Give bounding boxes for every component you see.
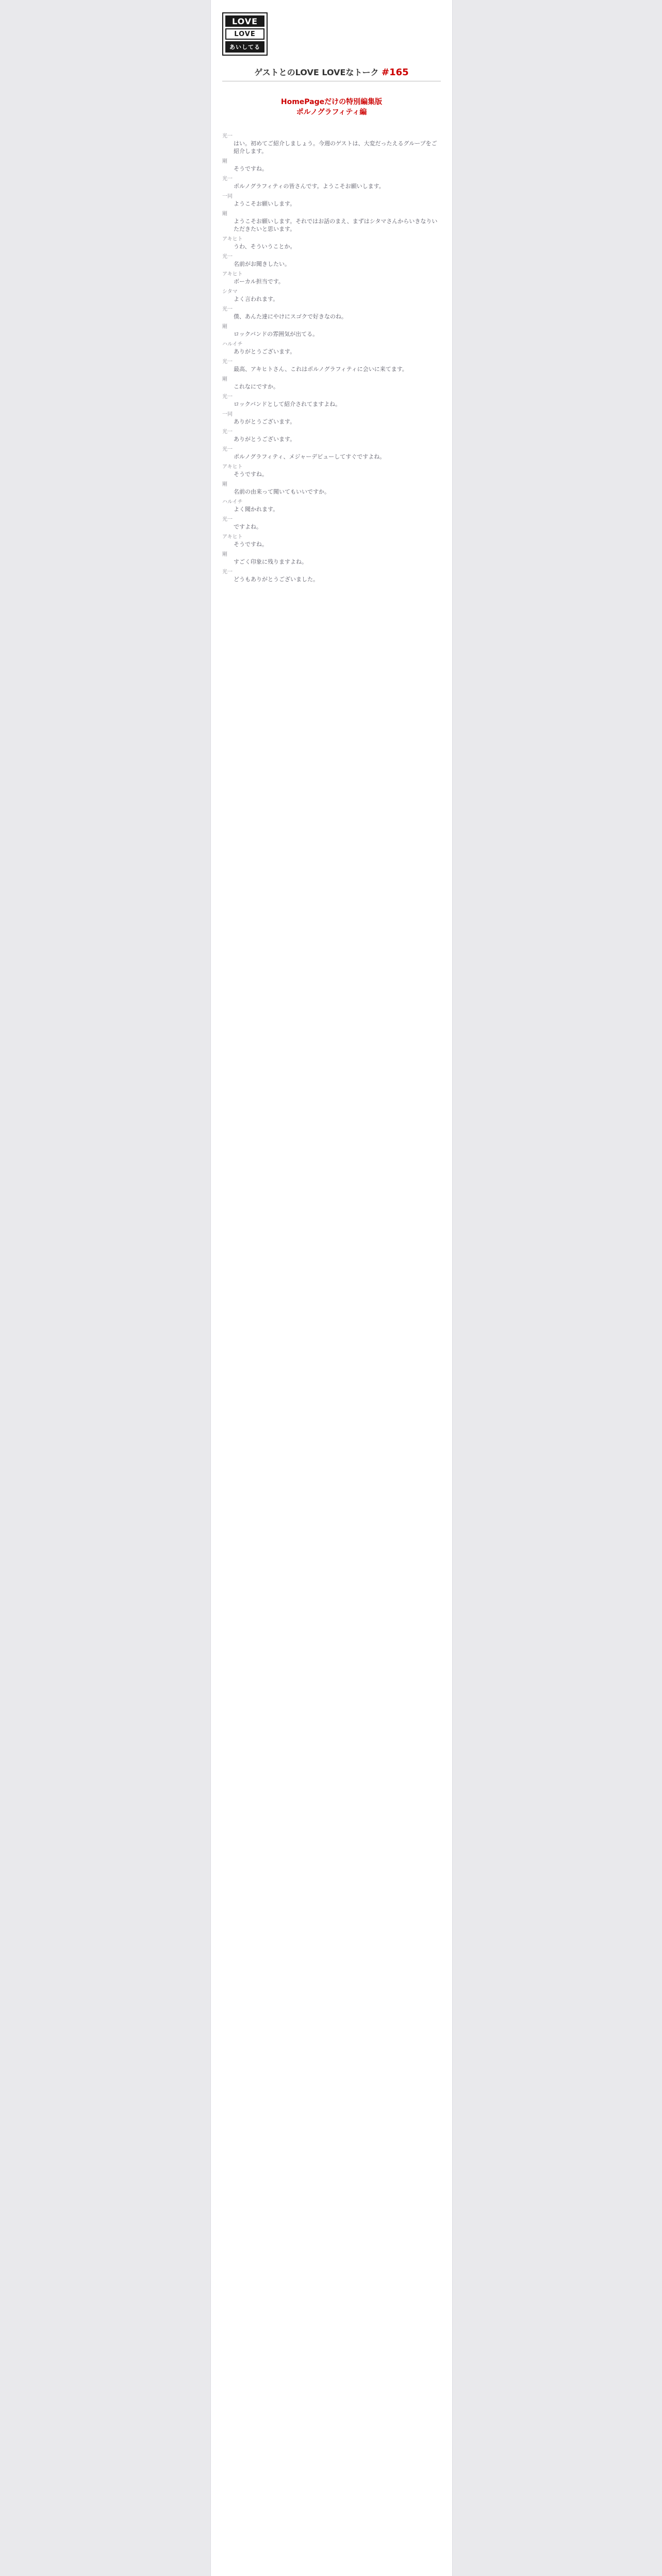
talk-entry xyxy=(222,359,441,373)
talk-entry xyxy=(222,376,441,391)
speech-text: ようこそお願いします。 xyxy=(234,200,296,207)
title-prefix: ゲストとのLOVE LOVEなトーク xyxy=(254,67,382,77)
speech-text: ポルノグラフィティの皆さんです。ようこそお願いします。 xyxy=(234,183,385,190)
speaker-name: 一同 xyxy=(222,194,233,199)
talk-entry xyxy=(222,306,441,320)
speaker-name: 光一 xyxy=(222,133,233,139)
talk-entry xyxy=(222,211,441,233)
logo-line-2: LOVE xyxy=(225,28,264,40)
speech-text: はい。初めてご紹介しましょう。今週のゲストは、大変だったえるグループをご紹介します。 xyxy=(234,140,437,155)
talk-entry xyxy=(222,569,441,583)
speaker-name: 光一 xyxy=(222,359,233,365)
speech-text: そうですね。 xyxy=(234,165,268,172)
speaker-name: 光一 xyxy=(222,254,233,260)
speaker-name: 光一 xyxy=(222,429,233,435)
speaker-name: 光一 xyxy=(222,517,233,522)
talk-entry xyxy=(222,176,441,190)
speaker-name: 光一 xyxy=(222,447,233,452)
speaker-name: 光一 xyxy=(222,394,233,400)
speaker-name: 剛 xyxy=(222,324,227,330)
talk-entry xyxy=(222,446,441,461)
talk-entry xyxy=(222,158,441,173)
speech-text: うわ、そういうことか。 xyxy=(234,243,296,250)
speech-text: これなにですか。 xyxy=(234,383,279,390)
speaker-name: 剛 xyxy=(222,552,227,557)
subheading-line-2: ポルノグラフィティ編 xyxy=(296,108,367,116)
talk-transcript xyxy=(222,133,441,586)
page-title xyxy=(222,66,441,81)
subheading-line-1: HomePageだけの特別編集版 xyxy=(280,98,383,106)
speaker-name: アキヒト xyxy=(222,236,243,242)
speech-text: ありがとうございます。 xyxy=(234,418,296,425)
speaker-name: 剛 xyxy=(222,211,227,217)
talk-entry xyxy=(222,394,441,408)
speech-text: ロックバンドとして紹介されてますよね。 xyxy=(234,401,341,408)
speaker-name: シタマ xyxy=(222,289,238,295)
speech-text: ようこそお願いします。それではお話のまえ、まずはシタマさんからいきなりいただきたいと思います。 xyxy=(234,218,438,232)
talk-entry xyxy=(222,516,441,531)
talk-entry xyxy=(222,253,441,268)
speaker-name: 剛 xyxy=(222,377,227,382)
speech-text: そうですね。 xyxy=(234,541,268,548)
speech-text: ありがとうございます。 xyxy=(234,348,296,355)
speech-text: すごく印象に残りますよね。 xyxy=(234,558,307,565)
logo-line-1: LOVE xyxy=(225,15,264,27)
speaker-name: ハルイチ xyxy=(222,342,243,347)
talk-entry xyxy=(222,429,441,443)
talk-entry xyxy=(222,324,441,338)
speech-text: 僕、あんた達にやけにスゴクで好きなのね。 xyxy=(234,313,347,320)
speech-text: よく言われます。 xyxy=(234,296,279,302)
speech-text: ありがとうございます。 xyxy=(234,436,296,443)
speech-text: そうですね。 xyxy=(234,471,268,478)
talk-entry xyxy=(222,193,441,208)
speaker-name: 光一 xyxy=(222,569,233,575)
love-love-logo[interactable] xyxy=(222,12,268,56)
talk-entry xyxy=(222,236,441,250)
talk-entry xyxy=(222,411,441,426)
speech-text: ロックバンドの雰囲気が出てる。 xyxy=(234,331,319,337)
speaker-name: アキヒト xyxy=(222,272,243,277)
episode-number: #165 xyxy=(382,67,409,78)
logo-line-3: あいしてる xyxy=(225,41,264,53)
talk-entry xyxy=(222,551,441,566)
speaker-name: アキヒト xyxy=(222,464,243,470)
speech-text: よく聞かれます。 xyxy=(234,506,279,513)
talk-entry xyxy=(222,499,441,513)
speech-text: 名前の由来って聞いてもいいですか。 xyxy=(234,488,330,495)
talk-entry xyxy=(222,341,441,355)
subheading xyxy=(222,97,441,117)
speech-text: どうもありがとうございました。 xyxy=(234,576,319,583)
talk-entry xyxy=(222,289,441,303)
speech-text: 最高、アキヒトさん、これはポルノグラフィティに会いに来てます。 xyxy=(234,366,408,372)
speaker-name: 光一 xyxy=(222,176,233,182)
speech-text: ボーカル担当です。 xyxy=(234,278,284,285)
speaker-name: 光一 xyxy=(222,307,233,312)
talk-entry xyxy=(222,133,441,155)
talk-entry xyxy=(222,464,441,478)
speaker-name: ハルイチ xyxy=(222,499,243,505)
speech-text: 名前がお聞きしたい。 xyxy=(234,261,290,267)
speech-text: ポルノグラフィティ、メジャーデビューしてすぐですよね。 xyxy=(234,453,386,460)
speaker-name: 剛 xyxy=(222,159,227,164)
talk-entry xyxy=(222,481,441,496)
speaker-name: 剛 xyxy=(222,482,227,487)
talk-entry xyxy=(222,271,441,285)
speaker-name: アキヒト xyxy=(222,534,243,540)
talk-entry xyxy=(222,534,441,548)
speech-text: ですよね。 xyxy=(234,523,262,530)
speaker-name: 一同 xyxy=(222,412,233,417)
article-page xyxy=(210,0,453,2576)
